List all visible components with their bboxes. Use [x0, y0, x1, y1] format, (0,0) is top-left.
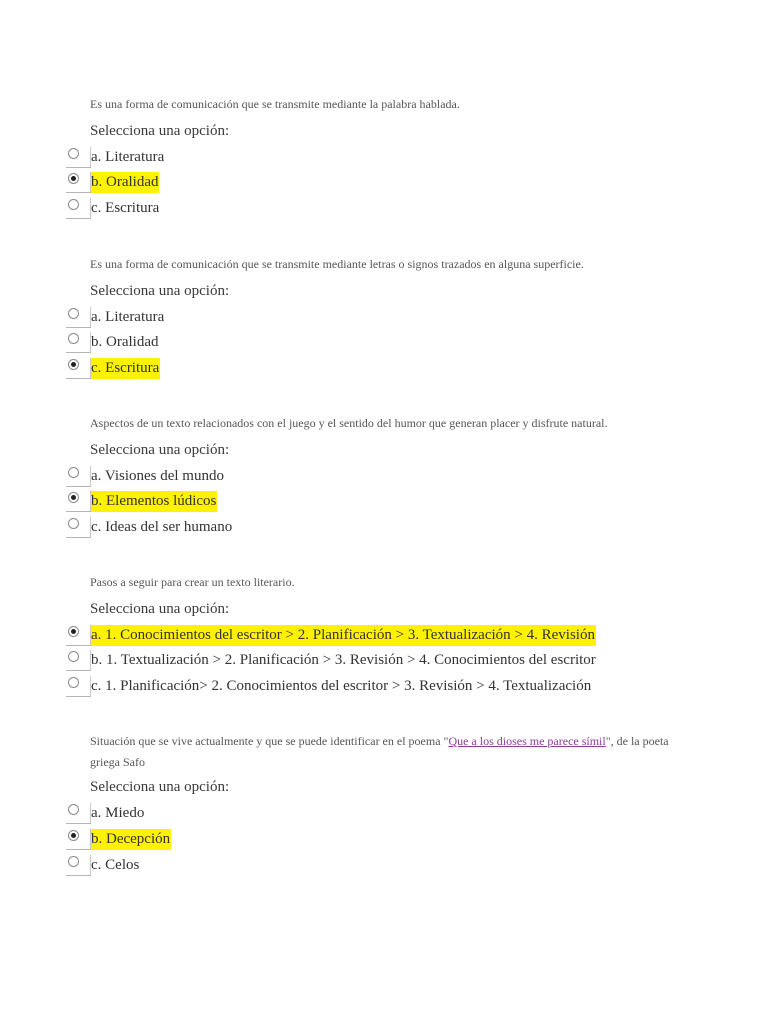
question-5-text-after: ", de la poeta griega Safo [90, 734, 669, 769]
option-label-selected[interactable]: b. Elementos lúdicos [91, 491, 217, 512]
option-label[interactable]: a. Visiones del mundo [91, 468, 224, 484]
option-label[interactable]: a. Literatura [91, 149, 165, 165]
question-5-prompt: Selecciona una opción: [90, 779, 230, 795]
question-1-prompt: Selecciona una opción: [90, 123, 230, 139]
radio-button[interactable] [68, 651, 79, 662]
radio-button[interactable] [68, 467, 79, 478]
question-4-option-a[interactable] [66, 625, 746, 647]
option-label[interactable]: c. 1. Planificación> 2. Conocimientos del escritor > 3. Revisión > 4. Textualización [91, 678, 592, 694]
question-1-text: Es una forma de comunicación que se transmite mediante la palabra hablada. [90, 97, 460, 111]
question-5-option-c[interactable] [66, 855, 746, 877]
question-3-option-c[interactable] [66, 517, 746, 539]
question-4-prompt: Selecciona una opción: [90, 601, 230, 617]
option-label[interactable]: a. Miedo [91, 805, 145, 821]
radio-button[interactable] [68, 677, 79, 688]
radio-button[interactable] [68, 308, 79, 319]
radio-button[interactable] [68, 804, 79, 815]
question-3-prompt: Selecciona una opción: [90, 442, 230, 458]
radio-button[interactable] [68, 333, 79, 344]
option-label-selected[interactable]: b. Decepción [91, 829, 171, 850]
question-1-option-b[interactable] [66, 172, 746, 194]
question-4-text: Pasos a seguir para crear un texto literario. [90, 575, 295, 589]
question-2-text: Es una forma de comunicación que se transmite mediante letras o signos trazados en alguna superficie. [90, 257, 584, 271]
radio-button[interactable] [68, 199, 79, 210]
question-5-option-b[interactable] [66, 829, 746, 851]
option-label-selected[interactable]: b. Oralidad [91, 172, 159, 193]
question-3-option-b[interactable] [66, 491, 746, 513]
question-1-option-c[interactable] [66, 198, 746, 220]
question-3-option-a[interactable] [66, 466, 746, 488]
option-label[interactable]: b. Oralidad [91, 334, 159, 350]
radio-button-selected[interactable] [68, 626, 79, 637]
option-label-selected[interactable]: a. 1. Conocimientos del escritor > 2. Planificación > 3. Textualización > 4. Revisión [91, 625, 596, 646]
radio-button[interactable] [68, 518, 79, 529]
radio-button[interactable] [68, 856, 79, 867]
question-4-option-c[interactable] [66, 676, 746, 698]
question-1-option-a[interactable] [66, 147, 746, 169]
question-2-prompt: Selecciona una opción: [90, 283, 230, 299]
option-label[interactable]: c. Ideas del ser humano [91, 519, 233, 535]
question-5-option-a[interactable] [66, 803, 746, 825]
option-label[interactable]: c. Celos [91, 857, 140, 873]
question-2-option-a[interactable] [66, 307, 746, 329]
poem-link[interactable]: Que a los dioses me parece símil [448, 734, 606, 748]
radio-button-selected[interactable] [68, 359, 79, 370]
radio-button-selected[interactable] [68, 830, 79, 841]
question-5-text-before: Situación que se vive actualmente y que se puede identificar en el poema " [90, 734, 449, 748]
option-label[interactable]: a. Literatura [91, 309, 165, 325]
question-5-text [90, 731, 690, 773]
radio-button[interactable] [68, 148, 79, 159]
question-2-option-c[interactable] [66, 358, 746, 380]
question-2-option-b[interactable] [66, 332, 746, 354]
question-4-option-b[interactable] [66, 650, 746, 672]
option-label[interactable]: c. Escritura [91, 200, 160, 216]
radio-button-selected[interactable] [68, 173, 79, 184]
option-label[interactable]: b. 1. Textualización > 2. Planificación > 3. Revisión > 4. Conocimientos del escritor [91, 652, 596, 668]
radio-button-selected[interactable] [68, 492, 79, 503]
option-label-selected[interactable]: c. Escritura [91, 358, 160, 379]
question-3-text: Aspectos de un texto relacionados con el juego y el sentido del humor que generan placer y disfrute natural. [90, 416, 608, 430]
